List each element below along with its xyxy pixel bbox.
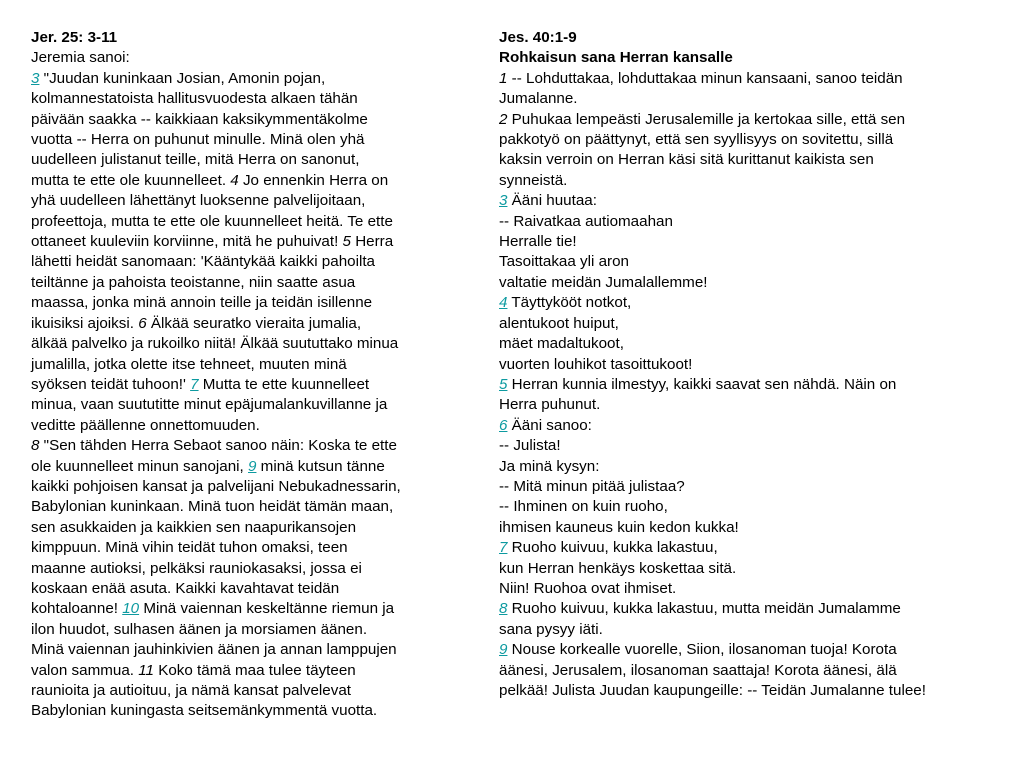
right-column-isaiah (499, 28, 989, 701)
text-line (499, 681, 989, 701)
verse-text: -- Ihminen on kuin ruoho, (499, 498, 668, 516)
text-line (31, 293, 451, 313)
verse-text: Ruoho kuivuu, kukka lakastuu, (507, 539, 718, 557)
verse-text: valtatie meidän Jumalallemme! (499, 273, 708, 291)
text-line (31, 191, 451, 211)
verse-text: Jumalanne. (499, 90, 578, 108)
verse-text: kolmannestatoista hallitusvuodesta alkaen tähän (31, 90, 358, 108)
text-line (31, 620, 451, 640)
verse-text: maassa, jonka minä annoin teille ja teidän isillenne (31, 294, 373, 312)
text-line (31, 69, 451, 89)
verse-text: ottaneet kuuleviin korviinne, mitä he puhuivat! (31, 233, 343, 251)
text-line (499, 69, 989, 89)
verse-number-9[interactable]: 9 (499, 641, 508, 659)
text-line (499, 620, 989, 640)
passage-heading: Rohkaisun sana Herran kansalle (499, 49, 733, 67)
text-line (499, 477, 989, 497)
verse-text: päivään saakka -- kaikkiaan kaksikymmentäkolme (31, 110, 368, 128)
text-line (31, 252, 451, 272)
text-line (499, 252, 989, 272)
verse-text: Herralle tie! (499, 233, 577, 251)
verse-number-7[interactable]: 7 (499, 539, 508, 557)
verse-text: minua, vaan suututitte minut epäjumalankuvillanne ja (31, 396, 388, 414)
verse-text: maanne autioksi, pelkäksi rauniokasaksi, jossa ei (31, 559, 362, 577)
verse-text: Niin! Ruohoa ovat ihmiset. (499, 579, 677, 597)
text-line (499, 599, 989, 619)
verse-text: ikuisiksi ajoiksi. (31, 314, 139, 332)
text-line (31, 538, 451, 558)
verse-text: raunioita ja autioituu, ja nämä kansat palvelevat (31, 682, 351, 699)
verse-number-3[interactable]: 3 (499, 192, 508, 210)
verse-text: Ruoho kuivuu, kukka lakastuu, mutta meidän Jumalamme (507, 600, 901, 618)
text-line (31, 273, 451, 293)
verse-text: Koko tämä maa tulee täyteen (153, 661, 356, 679)
verse-text: syöksen teidät tuhoon!' (31, 375, 191, 393)
verse-number-4[interactable]: 4 (499, 294, 508, 312)
text-line (31, 436, 451, 456)
verse-text: ole kuunnelleet minun sanojani, (31, 457, 248, 475)
text-line (499, 334, 989, 354)
verse-text: -- Raivatkaa autiomaahan (499, 212, 673, 230)
text-line (499, 89, 989, 109)
verse-text: alentukoot huiput, (499, 314, 619, 332)
verse-text: yhä uudelleen lähettänyt luoksenne palvelijoitaan, (31, 192, 366, 210)
verse-text: Nouse korkealle vuorelle, Siion, ilosanoman tuoja! Korota (507, 641, 897, 659)
left-column-jeremiah (31, 28, 451, 722)
text-line (31, 416, 451, 436)
text-line (499, 497, 989, 517)
text-line (31, 497, 451, 517)
text-line (499, 355, 989, 375)
verse-text: mutta te ette ole kuunnelleet. (31, 171, 231, 189)
verse-number-5: 5 (342, 233, 351, 251)
verse-text: kimppuun. Minä vihin teidät tuhon omaksi, teen (31, 539, 348, 557)
text-line (31, 314, 451, 334)
verse-number-7[interactable]: 7 (190, 375, 199, 393)
text-line (499, 314, 989, 334)
text-line (31, 518, 451, 538)
text-line (31, 375, 451, 395)
verse-text: Ääni sanoo: (507, 416, 592, 434)
text-line (499, 457, 989, 477)
verse-number-1: 1 (499, 69, 508, 87)
verse-text: -- Mitä minun pitää julistaa? (499, 477, 685, 495)
text-line (31, 579, 451, 599)
text-line (31, 334, 451, 354)
text-line (31, 89, 451, 109)
verse-text: vuotta -- Herra on puhunut minulle. Minä olen yhä (31, 131, 365, 149)
text-line (31, 171, 451, 191)
text-line (31, 232, 451, 252)
verse-text: Mutta te ette kuunnelleet (198, 375, 370, 393)
verse-text: kun Herran henkäys koskettaa sitä. (499, 559, 737, 577)
verse-text: ilon huudot, sulhasen äänen ja morsiamen äänen. (31, 620, 368, 638)
text-line (31, 110, 451, 130)
verse-number-6: 6 (138, 314, 147, 332)
text-line (499, 130, 989, 150)
text-line (31, 130, 451, 150)
text-line (31, 457, 451, 477)
verse-text: Herra (350, 233, 394, 251)
text-line (31, 395, 451, 415)
verse-number-8: 8 (31, 437, 40, 455)
text-line (31, 212, 451, 232)
text-line (499, 661, 989, 681)
verse-text: Minä vaiennan jauhinkivien äänen ja annan lamppujen (31, 641, 397, 659)
text-line (499, 110, 989, 130)
verse-text: sen asukkaiden ja kaikkien sen naapurikansojen (31, 518, 357, 536)
verse-text: Puhukaa lempeästi Jerusalemille ja kertokaa sille, että sen (507, 110, 906, 128)
verse-text: uudelleen julistanut teille, mitä Herra on sanonut, (31, 151, 360, 169)
verse-text: Täyttykööt notkot, (507, 294, 632, 312)
verse-text: minä kutsun tänne (256, 457, 385, 475)
text-line (499, 559, 989, 579)
text-line (499, 212, 989, 232)
text-line (31, 559, 451, 579)
verse-text: sana pysyy iäti. (499, 620, 603, 638)
verse-text: valon sammua. (31, 661, 139, 679)
verse-text: Babylonian kuninkaan. Minä tuon heidät tämän maan, (31, 498, 394, 516)
verse-number-11: 11 (138, 661, 154, 679)
verse-number-6[interactable]: 6 (499, 416, 508, 434)
verse-text: veditte päällenne onnettomuuden. (31, 416, 260, 434)
text-line (499, 191, 989, 211)
verse-text: kaksin verroin on Herran käsi sitä kurittanut kaikista sen (499, 151, 874, 169)
text-line (499, 518, 989, 538)
verse-text: Tasoittakaa yli aron (499, 253, 630, 271)
passage-reference: Jer. 25: 3-11 (31, 29, 118, 46)
verse-text: jumalilla, jotka olette itse tehneet, muuten minä (31, 355, 347, 373)
text-line (31, 48, 451, 68)
verse-number-3[interactable]: 3 (31, 69, 40, 87)
text-line (31, 599, 451, 619)
verse-text: Babylonian kuningasta seitsemänkymmentä vuotta. (31, 702, 378, 720)
text-line (499, 395, 989, 415)
verse-text: ihmisen kauneus kuin kedon kukka! (499, 518, 739, 536)
verse-text: lähetti heidät sanomaan: 'Kääntykää kaikki pahoilta (31, 253, 375, 271)
passage-reference: Jes. 40:1-9 (499, 29, 577, 46)
verse-text: kaikki pohjoisen kansat ja palvelijani Nebukadnessarin, (31, 477, 401, 495)
verse-number-9[interactable]: 9 (248, 457, 257, 475)
verse-text: mäet madaltukoot, (499, 335, 624, 353)
text-line (499, 273, 989, 293)
verse-text: Ääni huutaa: (507, 192, 597, 210)
verse-text: Jo ennenkin Herra on (238, 171, 389, 189)
verse-number-8[interactable]: 8 (499, 600, 508, 618)
verse-text: Herran kunnia ilmestyy, kaikki saavat sen nähdä. Näin on (507, 375, 897, 393)
verse-text: älkää palvelko ja rukoilko niitä! Älkää suututtako minua (31, 335, 399, 353)
verse-number-5[interactable]: 5 (499, 375, 508, 393)
text-line (499, 293, 989, 313)
verse-text: koskaan enää asuta. Kaikki kavahtavat teidän (31, 579, 340, 597)
text-line (499, 375, 989, 395)
text-line (31, 701, 451, 721)
verse-number-10[interactable]: 10 (122, 600, 140, 618)
verse-text: Herra puhunut. (499, 396, 601, 414)
text-line (31, 661, 451, 681)
verse-text: Minä vaiennan keskeltänne riemun ja (139, 600, 395, 618)
verse-text: synneistä. (499, 171, 568, 189)
text-line (31, 150, 451, 170)
verse-text: Jeremia sanoi: (31, 49, 130, 67)
text-line (31, 640, 451, 660)
passage-text (499, 69, 989, 702)
verse-text: Älkää seuratko vieraita jumalia, (146, 314, 362, 332)
verse-text: pakkotyö on päättynyt, että sen syyllisyys on sovitettu, sillä (499, 131, 894, 149)
text-line (31, 355, 451, 375)
verse-text: profeettoja, mutta te ette ole kuunnelleet heitä. Te ette (31, 212, 393, 230)
verse-text: kohtaloanne! (31, 600, 123, 618)
verse-text: Ja minä kysyn: (499, 457, 600, 475)
text-line (499, 416, 989, 436)
verse-text: "Juudan kuninkaan Josian, Amonin pojan, (39, 69, 326, 87)
verse-text: -- Julista! (499, 437, 561, 455)
text-line (499, 150, 989, 170)
verse-number-2: 2 (499, 110, 508, 128)
text-line (499, 171, 989, 191)
text-line (499, 640, 989, 660)
verse-text: pelkää! Julista Juudan kaupungeille: -- Teidän Jumalanne tulee! (499, 682, 926, 699)
verse-text: teiltänne ja pahoista teoistanne, niin saatte asua (31, 273, 356, 291)
verse-text: -- Lohduttakaa, lohduttakaa minun kansaani, sanoo teidän (507, 69, 903, 87)
passage-text (31, 48, 451, 721)
verse-number-4: 4 (230, 171, 239, 189)
verse-text: äänesi, Jerusalem, ilosanoman saattaja! Korota äänesi, älä (499, 661, 897, 679)
text-line (499, 538, 989, 558)
text-line (499, 579, 989, 599)
text-line (31, 477, 451, 497)
text-line (499, 232, 989, 252)
text-line (499, 436, 989, 456)
verse-text: vuorten louhikot tasoittukoot! (499, 355, 693, 373)
verse-text: "Sen tähden Herra Sebaot sanoo näin: Koska te ette (39, 437, 397, 455)
text-line (31, 681, 451, 701)
